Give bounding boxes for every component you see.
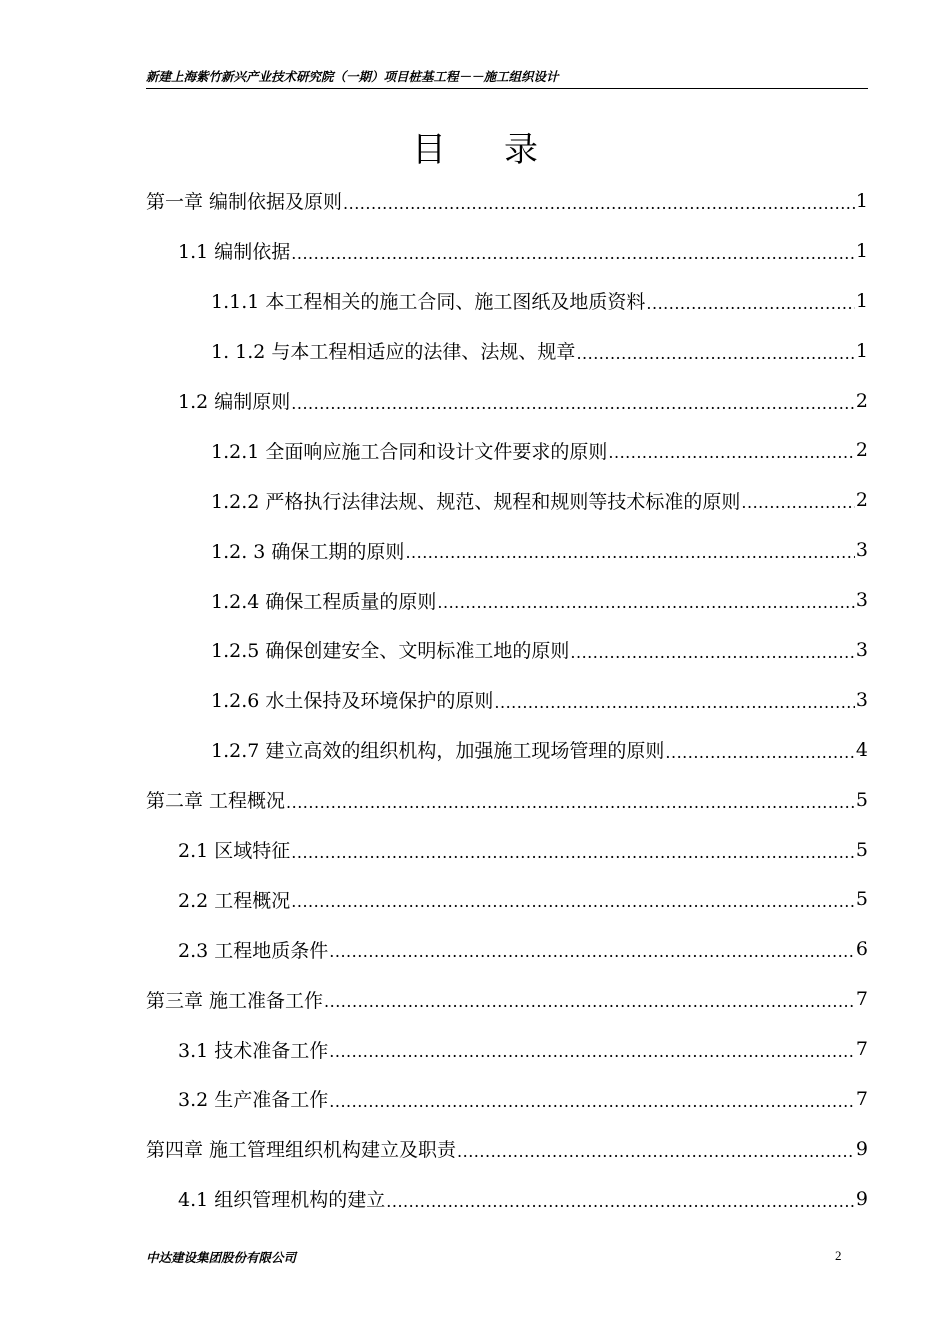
toc-entry[interactable]	[146, 675, 868, 725]
toc-leader-dots	[291, 890, 855, 912]
toc-entry-page: 9	[855, 1187, 868, 1210]
toc-leader-dots	[386, 1190, 855, 1212]
toc-entry[interactable]	[146, 924, 868, 974]
toc-entry-page: 3	[855, 539, 868, 562]
toc-entry-label: 1. 1.2 与本工程相适应的法律、法规、规章	[211, 341, 576, 364]
toc-entry-label: 第二章 工程概况	[146, 790, 286, 813]
toc-leader-dots	[324, 990, 855, 1012]
toc-title	[0, 126, 950, 174]
toc-entry[interactable]	[146, 475, 868, 525]
toc-entry-page: 1	[855, 339, 868, 362]
table-of-contents	[146, 176, 868, 1224]
toc-entry-label: 1.2.5 确保创建安全、文明标准工地的原则	[211, 640, 570, 663]
toc-entry[interactable]	[146, 1174, 868, 1224]
toc-leader-dots	[329, 940, 855, 962]
toc-entry-label: 1.2 编制原则	[178, 391, 291, 413]
toc-entry-page: 9	[855, 1137, 868, 1160]
toc-leader-dots	[665, 741, 855, 763]
toc-entry-label: 2.1 区域特征	[178, 840, 291, 863]
toc-leader-dots	[329, 1040, 855, 1062]
toc-entry[interactable]	[146, 1124, 868, 1174]
toc-entry-label: 3.2 生产准备工作	[178, 1089, 329, 1112]
toc-leader-dots	[494, 691, 855, 713]
footer-page-number: 2	[835, 1248, 842, 1263]
toc-entry-page: 1	[855, 289, 868, 312]
toc-title-part2: 录	[504, 130, 538, 170]
toc-entry[interactable]	[146, 725, 868, 775]
toc-entry-page: 5	[855, 838, 868, 861]
toc-entry-page: 6	[855, 938, 868, 961]
toc-entry-label: 2.3 工程地质条件	[178, 939, 329, 962]
toc-leader-dots	[741, 491, 855, 513]
toc-leader-dots	[457, 1140, 855, 1162]
toc-entry[interactable]	[146, 775, 868, 825]
toc-entry-label: 1.1.1 本工程相关的施工合同、施工图纸及地质资料	[211, 291, 646, 314]
toc-entry[interactable]	[146, 425, 868, 475]
toc-entry-label: 1.2. 3 确保工期的原则	[211, 540, 405, 563]
toc-entry-page: 1	[855, 239, 868, 262]
toc-entry-page: 3	[855, 688, 868, 711]
toc-leader-dots	[576, 342, 854, 364]
toc-entry[interactable]	[146, 276, 868, 326]
toc-entry[interactable]	[146, 575, 868, 625]
toc-entry-label: 1.2.1 全面响应施工合同和设计文件要求的原则	[211, 440, 608, 463]
toc-entry-label: 第一章 编制依据及原则	[146, 191, 343, 214]
toc-entry-page: 5	[855, 888, 868, 911]
toc-entry[interactable]	[146, 625, 868, 675]
running-header: 新建上海紫竹新兴产业技术研究院（一期）项目桩基工程－－施工组织设计	[146, 68, 868, 89]
toc-leader-dots	[291, 841, 855, 863]
toc-leader-dots	[405, 541, 854, 563]
toc-leader-dots	[343, 192, 855, 214]
toc-entry[interactable]	[146, 974, 868, 1024]
toc-entry-label: 3.1 技术准备工作	[178, 1039, 329, 1062]
toc-entry-label: 1.2.2 严格执行法律法规、规范、规程和规则等技术标准的原则	[211, 490, 741, 513]
toc-leader-dots	[646, 292, 855, 314]
toc-entry-page: 3	[855, 589, 868, 612]
toc-leader-dots	[608, 441, 855, 463]
toc-leader-dots	[286, 791, 855, 813]
toc-entry-page: 2	[855, 439, 868, 462]
toc-entry-label: 第三章 施工准备工作	[146, 989, 324, 1012]
toc-title-part1: 目	[412, 130, 446, 170]
toc-leader-dots	[570, 641, 855, 663]
toc-entry-label: 1.2.4 确保工程质量的原则	[211, 590, 437, 613]
toc-entry-page: 5	[855, 788, 868, 811]
toc-entry-label: 4.1 组织管理机构的建立	[178, 1189, 386, 1212]
toc-entry[interactable]	[146, 525, 868, 575]
toc-entry[interactable]	[146, 825, 868, 875]
toc-entry-page: 4	[855, 738, 868, 761]
toc-entry-page: 2	[855, 389, 868, 412]
toc-entry-label: 1.2.6 水土保持及环境保护的原则	[211, 690, 494, 713]
toc-leader-dots	[437, 591, 855, 613]
toc-entry[interactable]	[146, 1074, 868, 1124]
toc-leader-dots	[291, 242, 855, 264]
toc-entry[interactable]	[146, 226, 868, 276]
toc-entry[interactable]	[146, 176, 868, 226]
toc-entry-page: 7	[855, 1038, 868, 1061]
page-footer	[146, 1248, 868, 1268]
footer-company: 中达建设集团股份有限公司	[146, 1250, 297, 1265]
toc-entry-page: 3	[855, 638, 868, 661]
toc-entry-label: 第四章 施工管理组织机构建立及职责	[146, 1139, 457, 1162]
toc-entry[interactable]	[146, 326, 868, 376]
toc-entry-page: 7	[855, 1087, 868, 1110]
toc-entry-page: 1	[855, 189, 868, 212]
toc-entry-label: 2.2 工程概况	[178, 889, 291, 912]
toc-leader-dots	[291, 392, 855, 414]
toc-entry-label: 1.1 编制依据	[178, 241, 291, 264]
toc-entry-page: 7	[855, 988, 868, 1011]
toc-entry-label: 1.2.7 建立高效的组织机构，加强施工现场管理的原则	[211, 740, 665, 763]
toc-entry-page: 2	[855, 489, 868, 512]
toc-entry[interactable]	[146, 376, 868, 426]
toc-entry[interactable]	[146, 874, 868, 924]
toc-leader-dots	[329, 1090, 855, 1112]
toc-entry[interactable]	[146, 1024, 868, 1074]
